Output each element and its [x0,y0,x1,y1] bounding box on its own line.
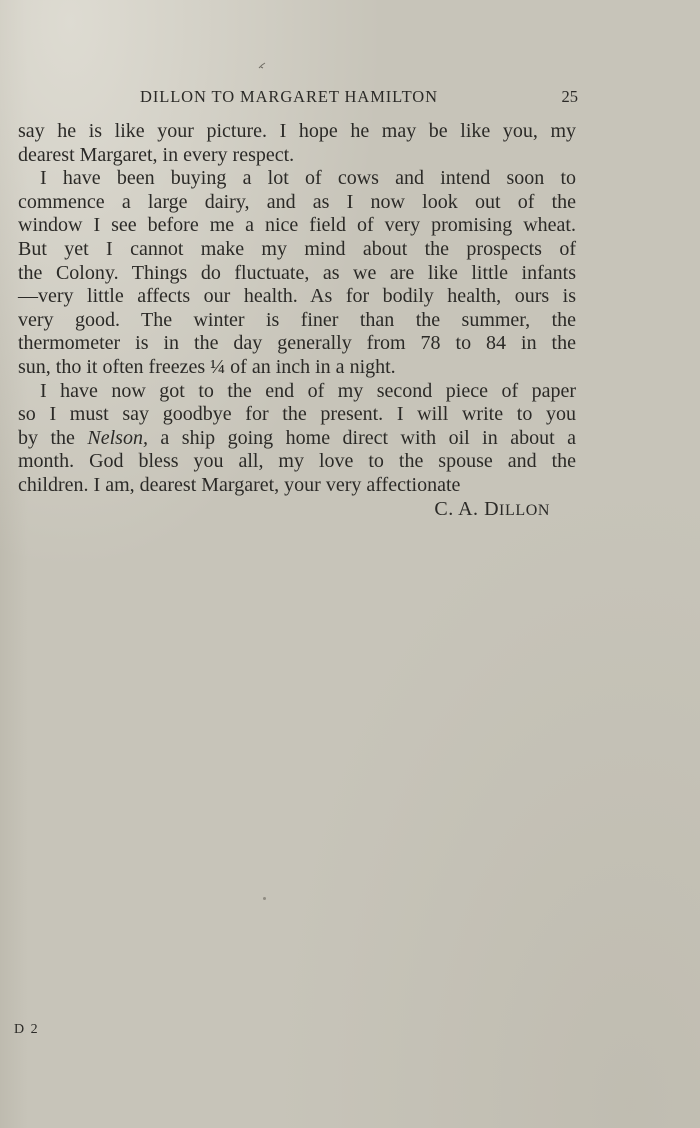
signature-initials: C. A. [434,497,485,520]
ink-speck-icon [258,62,266,70]
text-line: window I see before me a nice field of very promising wheat. [18,214,576,237]
text-line: —very little affects our health. As for bodily health, ours is [18,285,576,308]
text-line: sun, tho it often freezes ¼ of an inch in a night. [18,355,396,378]
text-line: commence a large dairy, and as I now look out of the [18,190,576,213]
signature [18,498,576,523]
text-line: thermometer is in the day generally from 78 to 84 in the [18,332,576,355]
text-fragment: a ship going home direct with oil in about a [147,426,576,449]
text-line: so I must say goodbye for the present. I will write to you [18,403,576,426]
text-line: But yet I cannot make my mind about the prospects of [18,237,576,260]
letter-body [18,120,576,522]
text-fragment: by the [18,426,88,449]
running-head: DILLON TO MARGARET HAMILTON [140,87,438,106]
signature-surname-rest: ILLON [499,501,550,519]
text-line: I have been buying a lot of cows and intend soon to [40,167,576,190]
signature-mark: D 2 [14,1022,40,1037]
text-line: very good. The winter is finer than the summer, the [18,308,576,331]
text-line-nelson [18,427,576,451]
text-line: children. I am, dearest Margaret, your very affectionate [18,473,461,496]
text-line: say he is like your picture. I hope he may be like you, my [18,120,576,142]
text-line: dearest Margaret, in every respect. [18,143,295,166]
ship-name: Nelson, [87,426,148,449]
paper-speck [263,897,266,900]
page-number: 25 [561,87,578,106]
signature-surname-initial: D [484,497,500,520]
text-line: the Colony. Things do fluctuate, as we are like little infants [18,261,576,284]
text-line: I have now got to the end of my second piece of paper [40,379,576,402]
text-line: month. God bless you all, my love to the spouse and the [18,450,576,473]
